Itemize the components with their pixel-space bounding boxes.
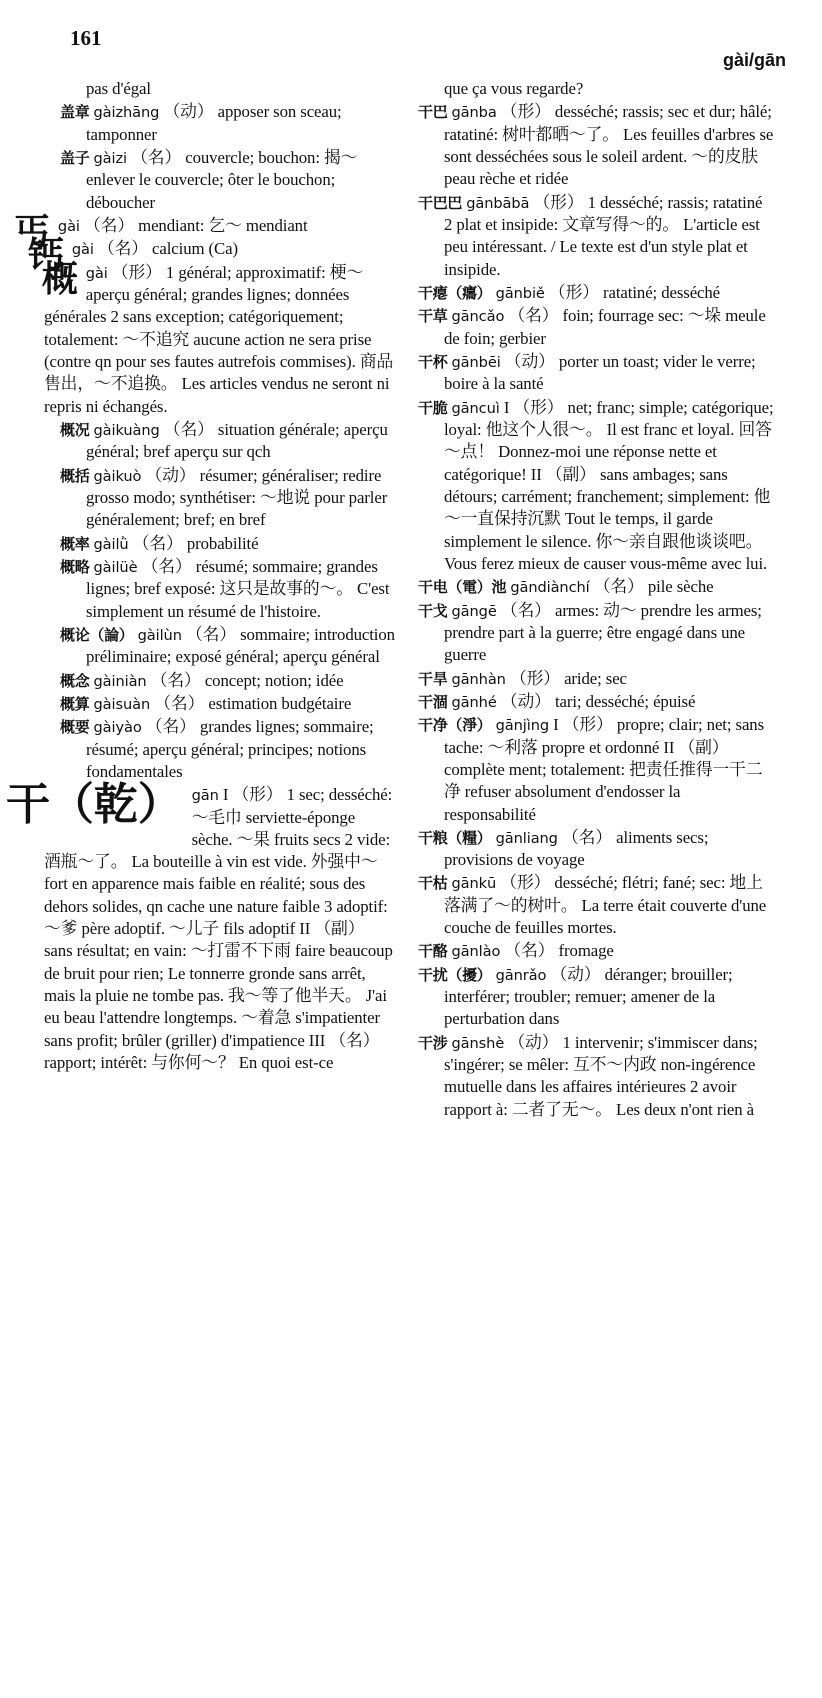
entry-pinyin: gàilǜ	[93, 535, 129, 553]
entry-pinyin: gāncǎo	[451, 308, 505, 326]
main-entry	[6, 779, 396, 1074]
entry-headword: 干净（淨）	[418, 716, 492, 735]
main-headword: 钙	[27, 235, 64, 277]
entry-pinyin: gàizi	[93, 149, 127, 167]
dictionary-entry	[44, 419, 396, 464]
dictionary-entry	[44, 624, 396, 669]
entry-pinyin: gàikuò	[93, 467, 142, 485]
entry-headword: 干草	[418, 307, 448, 326]
entry-definition: （名） estimation budgétaire	[154, 693, 352, 713]
entry-definition: （形） aride; sec	[509, 668, 627, 688]
dictionary-entry	[402, 305, 774, 350]
entry-pinyin: gàisuàn	[93, 695, 151, 713]
dictionary-entry	[402, 101, 774, 190]
entry-headword: 干戈	[418, 601, 448, 620]
entry-pinyin: gān	[191, 787, 219, 805]
entry-pinyin: gānbābā	[466, 194, 530, 212]
dictionary-entry	[402, 964, 774, 1031]
dictionary-entry	[44, 465, 396, 532]
entry-pinyin: gānba	[451, 104, 497, 122]
entry-headword: 干巴	[418, 103, 448, 122]
dictionary-entry	[402, 827, 774, 872]
entry-definition: （动） déranger; brouiller; interférer; troubler; remuer; amener de la perturbation dans	[444, 964, 733, 1029]
entry-definition: （名） fromage	[504, 941, 614, 961]
entry-continuation: pas d'égal	[86, 79, 151, 98]
entry-pinyin: gānshè	[451, 1034, 505, 1052]
entry-pinyin: gāncuì	[451, 399, 500, 417]
entry-definition: （名） armes: 动～ prendre les armes; prendre part à la guerre; être engagé dans une guerre	[444, 600, 762, 665]
entry-pinyin: gānkū	[451, 875, 497, 893]
entry-headword: 概况	[60, 420, 90, 439]
entry-definition: （动） résumer; généraliser; redire grosso modo; synthétiser: ～地说 pour parler généralement; bref; en bref	[86, 465, 388, 530]
entry-headword: 干旱	[418, 669, 448, 688]
entry-definition: （名） concept; notion; idée	[150, 670, 344, 690]
entry-continuation: que ça vous regarde?	[444, 79, 584, 98]
entry-pinyin: gānliang	[495, 829, 558, 847]
entry-pinyin: gānjìng	[495, 717, 550, 735]
entry-pinyin: gānhàn	[451, 670, 506, 688]
entry-definition: （名） pile sèche	[593, 577, 714, 597]
entry-definition: （形） 1 desséché; rassis; ratatiné 2 plat et insipide: 文章写得～的。 L'article est peu intéressant. / Le texte est d'un style plat et insipide.	[444, 192, 763, 279]
dictionary-entry	[402, 940, 774, 962]
dictionary-entry	[44, 670, 396, 692]
entry-pinyin: gàikuàng	[93, 421, 160, 439]
entry-definition: （名） mendiant: 乞～ mendiant	[83, 215, 308, 235]
entry-headword: 概略	[60, 557, 90, 576]
entry-definition: （形） desséché; rassis; sec et dur; hâlé; ratatiné: 树叶都晒～了。 Les feuilles d'arbres se sont desséchées sous le soleil ardent. ～的皮肤 peau rèche et ridée	[444, 102, 774, 189]
main-entry	[27, 235, 396, 277]
entry-definition: （动） 1 intervenir; s'immiscer dans; s'ingérer; se mêler: 互不～内政 non-ingérence mutuelle dans les affaires intérieures 2 avoir rapport à: 二者了无～。 Les deux n'ont rien à	[444, 1032, 758, 1119]
main-headword: 丐	[14, 211, 50, 253]
main-headword: 概	[41, 258, 78, 300]
dictionary-entry	[402, 351, 774, 396]
entry-headword: 概算	[60, 694, 90, 713]
entry-headword: 干巴巴	[418, 193, 463, 212]
entry-definition: （形） 1 général; approximatif: 梗～ aperçu général; grandes lignes; données générales 2 sans exception; catégoriquement; totalement: ～不追究 aucune action ne sera prise (contre qn pour ses fautes autrefois commises). 商品售出，～不追换。 Les articles vendus ne seront ni repris ni échangés.	[44, 262, 394, 416]
entry-pinyin: gāndiànchí	[510, 579, 590, 597]
entry-headword: 干瘪（癟）	[418, 283, 492, 302]
entry-headword: 干杯	[418, 352, 448, 371]
entry-headword: 干脆	[418, 398, 448, 417]
entry-headword: 干扰（擾）	[418, 965, 492, 984]
entry-definition: I （形） propre; clair; net; sans tache: ～利落 propre et ordonné II （副） complète ment; totalement: 把责任推得一干二净 refuser absolument d'endosser la responsabilité	[444, 715, 765, 824]
dictionary-entry	[402, 576, 774, 598]
main-headword: 干（乾）	[6, 779, 182, 831]
left-column	[6, 78, 396, 1075]
entry-pinyin: gānbēi	[451, 353, 501, 371]
dictionary-entry	[44, 533, 396, 555]
running-head: gài/gān	[722, 50, 786, 70]
entry-headword: 概率	[60, 534, 90, 553]
entry-definition: I （形） net; franc; simple; catégorique; loyal: 他这个人很～。 Il est franc et loyal. 回答～点！ Donnez-moi une réponse nette et catégorique! II （副） sans ambages; sans détours; carrément; franchement; simplement: 他～一直保持沉默 Tout le temps, il garde simplement le silence. 你～亲自跟他谈谈吧。 Vous ferez mieux de causer vous-même avec lui.	[444, 397, 774, 573]
entry-pinyin: gàilùn	[137, 626, 182, 644]
entry-definition: （名） aliments secs; provisions de voyage	[444, 827, 709, 870]
entry-definition: （名） probabilité	[132, 533, 259, 553]
entry-definition: （名） foin; fourrage sec: ～垛 meule de foin; gerbier	[444, 306, 766, 348]
dictionary-entry	[402, 397, 774, 576]
entry-definition: I （形） 1 sec; desséché: ～毛巾 serviette-éponge sèche. ～果 fruits secs 2 vide: 酒瓶～了。 La bouteille à vin est vide. 外强中～ fort en apparence mais faible en réalité; sous des dehors solides, qn cache une nature faible 3 adoptif: ～爹 père adoptif. ～儿子 fils adoptif II （副） sans résultat; en vain: ～打雷不下雨 faire beaucoup de bruit pour rien; Le tonnerre gronde sans arrêt, mais la pluie ne tombe pas. 我～等了他半天。 J'ai eu beau l'attendre longtemps. ～着急 s'impatienter sans profit; brûler (griller) d'impatience III （名） rapport; intérêt: 与你何～？ En quoi est-ce	[44, 785, 393, 1073]
entry-headword: 概念	[60, 671, 90, 690]
dictionary-entry	[44, 693, 396, 715]
entry-definition: （名） grandes lignes; sommaire; résumé; aperçu général; principes; notions fondamentales	[86, 717, 374, 781]
entry-headword: 干枯	[418, 874, 448, 893]
entry-definition: （名） résumé; sommaire; grandes lignes; bref exposé: 这只是故事的～。 C'est simplement un résumé de l'histoire.	[86, 556, 390, 621]
entry-pinyin: gàiniàn	[93, 672, 147, 690]
dictionary-entry	[44, 101, 396, 146]
dictionary-entry	[44, 147, 396, 214]
dictionary-entry	[402, 1032, 774, 1121]
dictionary-entry	[44, 556, 396, 623]
dictionary-entry	[402, 282, 774, 304]
entry-headword: 盖章	[60, 103, 90, 122]
dictionary-entry	[44, 716, 396, 783]
entry-pinyin: gānbiě	[495, 284, 545, 302]
entry-headword: 概要	[60, 718, 90, 737]
entry-definition: （名） situation générale; aperçu général; bref aperçu sur qch	[86, 419, 388, 462]
entry-pinyin: gài	[57, 217, 80, 235]
entry-headword: 干电（電）池	[418, 578, 507, 597]
right-column	[402, 78, 774, 1122]
entry-definition: （名） calcium (Ca)	[97, 239, 238, 259]
entry-definition: （形） ratatiné; desséché	[548, 282, 721, 302]
entry-pinyin: gàiyào	[93, 719, 142, 737]
entry-headword: 干涉	[418, 1033, 448, 1052]
entry-headword: 概论（論）	[60, 625, 134, 644]
entry-headword: 干粮（糧）	[418, 828, 492, 847]
entry-headword: 概括	[60, 466, 90, 485]
entry-pinyin: gānhé	[451, 693, 497, 711]
page-number: 161	[70, 26, 102, 50]
entry-definition: （名） couvercle; bouchon: 揭～ enlever le couvercle; ôter le bouchon; déboucher	[86, 147, 358, 212]
entry-definition: （形） desséché; flétri; fané; sec: 地上落满了～的树叶。 La terre était couverte d'une couche de feuilles mortes.	[444, 873, 767, 938]
entry-pinyin: gānrǎo	[495, 966, 547, 984]
entry-definition: （名） sommaire; introduction préliminaire; exposé général; aperçu général	[86, 624, 395, 667]
entry-pinyin: gāngē	[451, 602, 497, 620]
dictionary-entry	[402, 192, 774, 281]
main-entry	[41, 258, 396, 418]
entry-definition: （动） tari; desséché; épuisé	[500, 691, 696, 711]
entry-pinyin: gānlào	[451, 943, 501, 961]
entry-headword: 盖子	[60, 148, 90, 167]
entry-pinyin: gàizhāng	[93, 104, 160, 122]
dictionary-entry	[402, 714, 774, 826]
dictionary-entry	[402, 872, 774, 939]
entry-pinyin: gàilüè	[93, 558, 138, 576]
dictionary-entry	[402, 691, 774, 713]
entry-headword: 干酪	[418, 942, 448, 961]
entry-pinyin: gài	[71, 241, 94, 259]
dictionary-entry	[402, 668, 774, 690]
dictionary-entry	[402, 600, 774, 667]
entry-pinyin: gài	[85, 264, 108, 282]
entry-definition: （动） apposer son sceau; tamponner	[86, 102, 342, 144]
entry-definition: （动） porter un toast; vider le verre; boire à la santé	[444, 351, 756, 394]
entry-headword: 干涸	[418, 692, 448, 711]
